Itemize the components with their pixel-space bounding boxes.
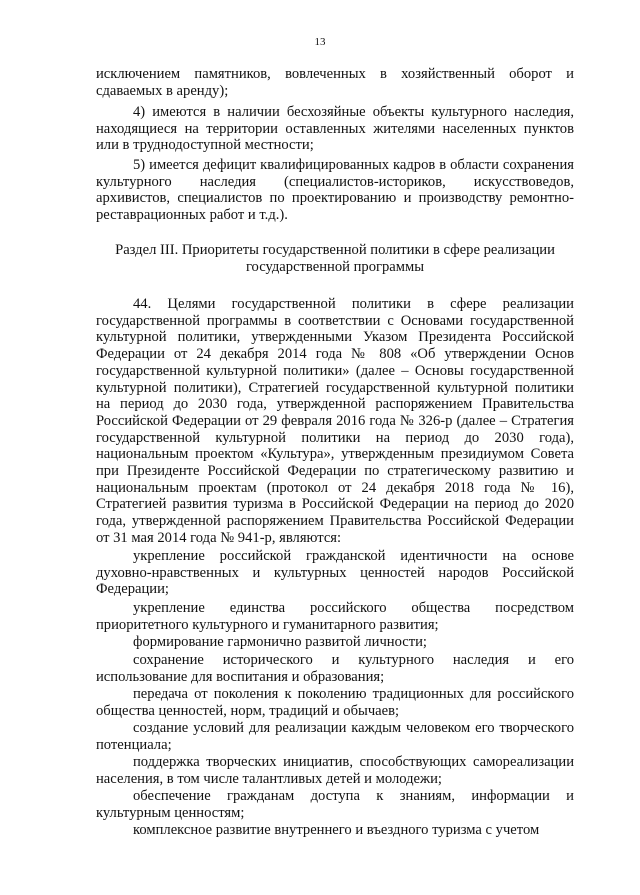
list-item-4: сохранение исторического и культурного наследия и его использование для воспитания и образования; bbox=[96, 652, 574, 685]
list-item-6: создание условий для реализации каждым человеком его творческого потенциала; bbox=[96, 720, 574, 753]
section-heading bbox=[96, 242, 574, 275]
paragraph-3: 5) имеется дефицит квалифицированных кадров в области сохранения культурного наследия (специалистов-историков, искусствоведов, архивистов, специалистов по проектированию и производству ремонтно-реставрационных работ и т.д.). bbox=[96, 157, 574, 224]
paragraph-44: 44. Целями государственной политики в сфере реализации государственной программы в соответствии с Основами государственной культурной политики, утвержденными Указом Президента Российской Федерации от 24 декабря 2014 года № 808 «Об утверждении Основ государственной культурной политики» (далее – Основы государственной культурной политики), Стратегией государственной культурной политики на период до 2030 года, утвержденной распоряжением Правительства Российской Федерации от 29 февраля 2016 года № 326-р (далее – Стратегия государственной культурной политики на период до 2030 года), национальным проектом «Культура», утвержденным президиумом Совета при Президенте Российской Федерации по стратегическому развитию и национальным проектам (протокол от 24 декабря 2018 года № 16), Стратегией развития туризма в Российской Федерации на период до 2020 года, утвержденной распоряжением Правительства Российской Федерации от 31 мая 2014 года № 941-р, являются: bbox=[96, 296, 574, 546]
list-item-9: комплексное развитие внутреннего и въездного туризма с учетом bbox=[133, 822, 540, 838]
section-heading-line-1: Раздел III. Приоритеты государственной политики в сфере реализации bbox=[115, 242, 555, 258]
list-item-5: передача от поколения к поколению традиционных для российского общества ценностей, норм, традиций и обычаев; bbox=[96, 686, 574, 719]
list-item-8: обеспечение гражданам доступа к знаниям, информации и культурным ценностям; bbox=[96, 788, 574, 821]
list-item-1: укрепление российской гражданской идентичности на основе духовно-нравственных и культурных ценностей народов Российской Федерации; bbox=[96, 548, 574, 598]
paragraph-2: 4) имеются в наличии бесхозяйные объекты культурного наследия, находящиеся на территории оставленных жителями населенных пунктов или в труднодоступной местности; bbox=[96, 104, 574, 154]
paragraph-1: исключением памятников, вовлеченных в хозяйственный оборот и сдаваемых в аренду); bbox=[96, 66, 574, 99]
list-item-3: формирование гармонично развитой личности; bbox=[133, 634, 427, 650]
list-item-2: укрепление единства российского общества посредством приоритетного культурного и гуманитарного развития; bbox=[96, 600, 574, 633]
list-item-7: поддержка творческих инициатив, способствующих самореализации населения, в том числе талантливых детей и молодежи; bbox=[96, 754, 574, 787]
page-number: 13 bbox=[314, 36, 326, 48]
section-heading-line-2: государственной программы bbox=[245, 258, 425, 275]
